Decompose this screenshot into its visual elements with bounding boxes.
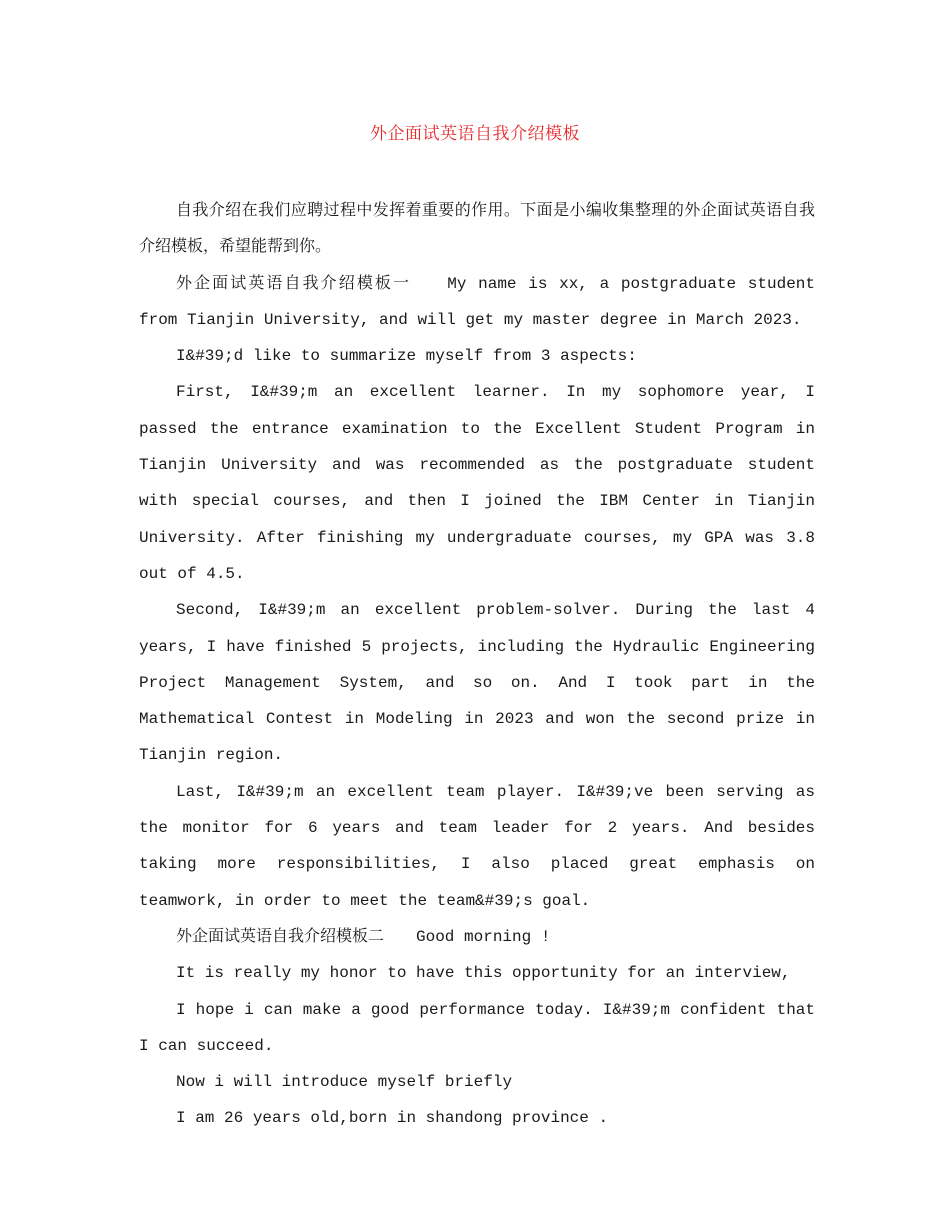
introduce-paragraph: Now i will introduce myself briefly [176,1073,513,1092]
aspects-paragraph: I&#39;d like to summarize myself from 3 aspects: [176,347,637,366]
document-title: 外企面试英语自我介绍模板 [370,124,580,144]
intro-paragraph: 自我介绍在我们应聘过程中发挥着重要的作用。下面是小编收集整理的外企面试英语自我介绍模板，希望能帮到你。 [139,202,815,257]
problem-solver-paragraph: Second, I&#39;m an excellent problem-solver. During the last 4 years, I have finished 5 projects, including the Hydraulic Engineering Project Management System, and so on. And I took part in the Mathematical Contest in Modeling in 2023 and won the second prize in Tianjin region. [139,601,815,765]
document-body [139,193,815,1137]
learner-paragraph: First, I&#39;m an excellent learner. In my sophomore year, I passed the entrance examination to the Excellent Student Program in Tianjin University and was recommended as the postgraduate student with special courses, and then I joined the IBM Center in Tianjin University. After finishing my undergraduate courses, my GPA was 3.8 out of 4.5. [139,383,815,583]
age-paragraph: I am 26 years old,born in shandong province . [176,1109,609,1128]
template-one-paragraph: 外企面试英语自我介绍模板一 My name is xx, a postgraduate student from Tianjin University, and will get my master degree in March 2023. [139,274,815,329]
honor-paragraph: It is really my honor to have this opportunity for an interview, [176,964,791,983]
team-player-paragraph: Last, I&#39;m an excellent team player. I&#39;ve been serving as the monitor for 6 years and team leader for 2 years. And besides taking more responsibilities, I also placed great emphasis on teamwork, in order to meet the team&#39;s goal. [139,782,815,910]
performance-paragraph: I hope i can make a good performance today. I&#39;m confident that I can succeed. [139,1000,815,1055]
template-two-paragraph: 外企面试英语自我介绍模板二 Good morning ! [176,927,551,946]
